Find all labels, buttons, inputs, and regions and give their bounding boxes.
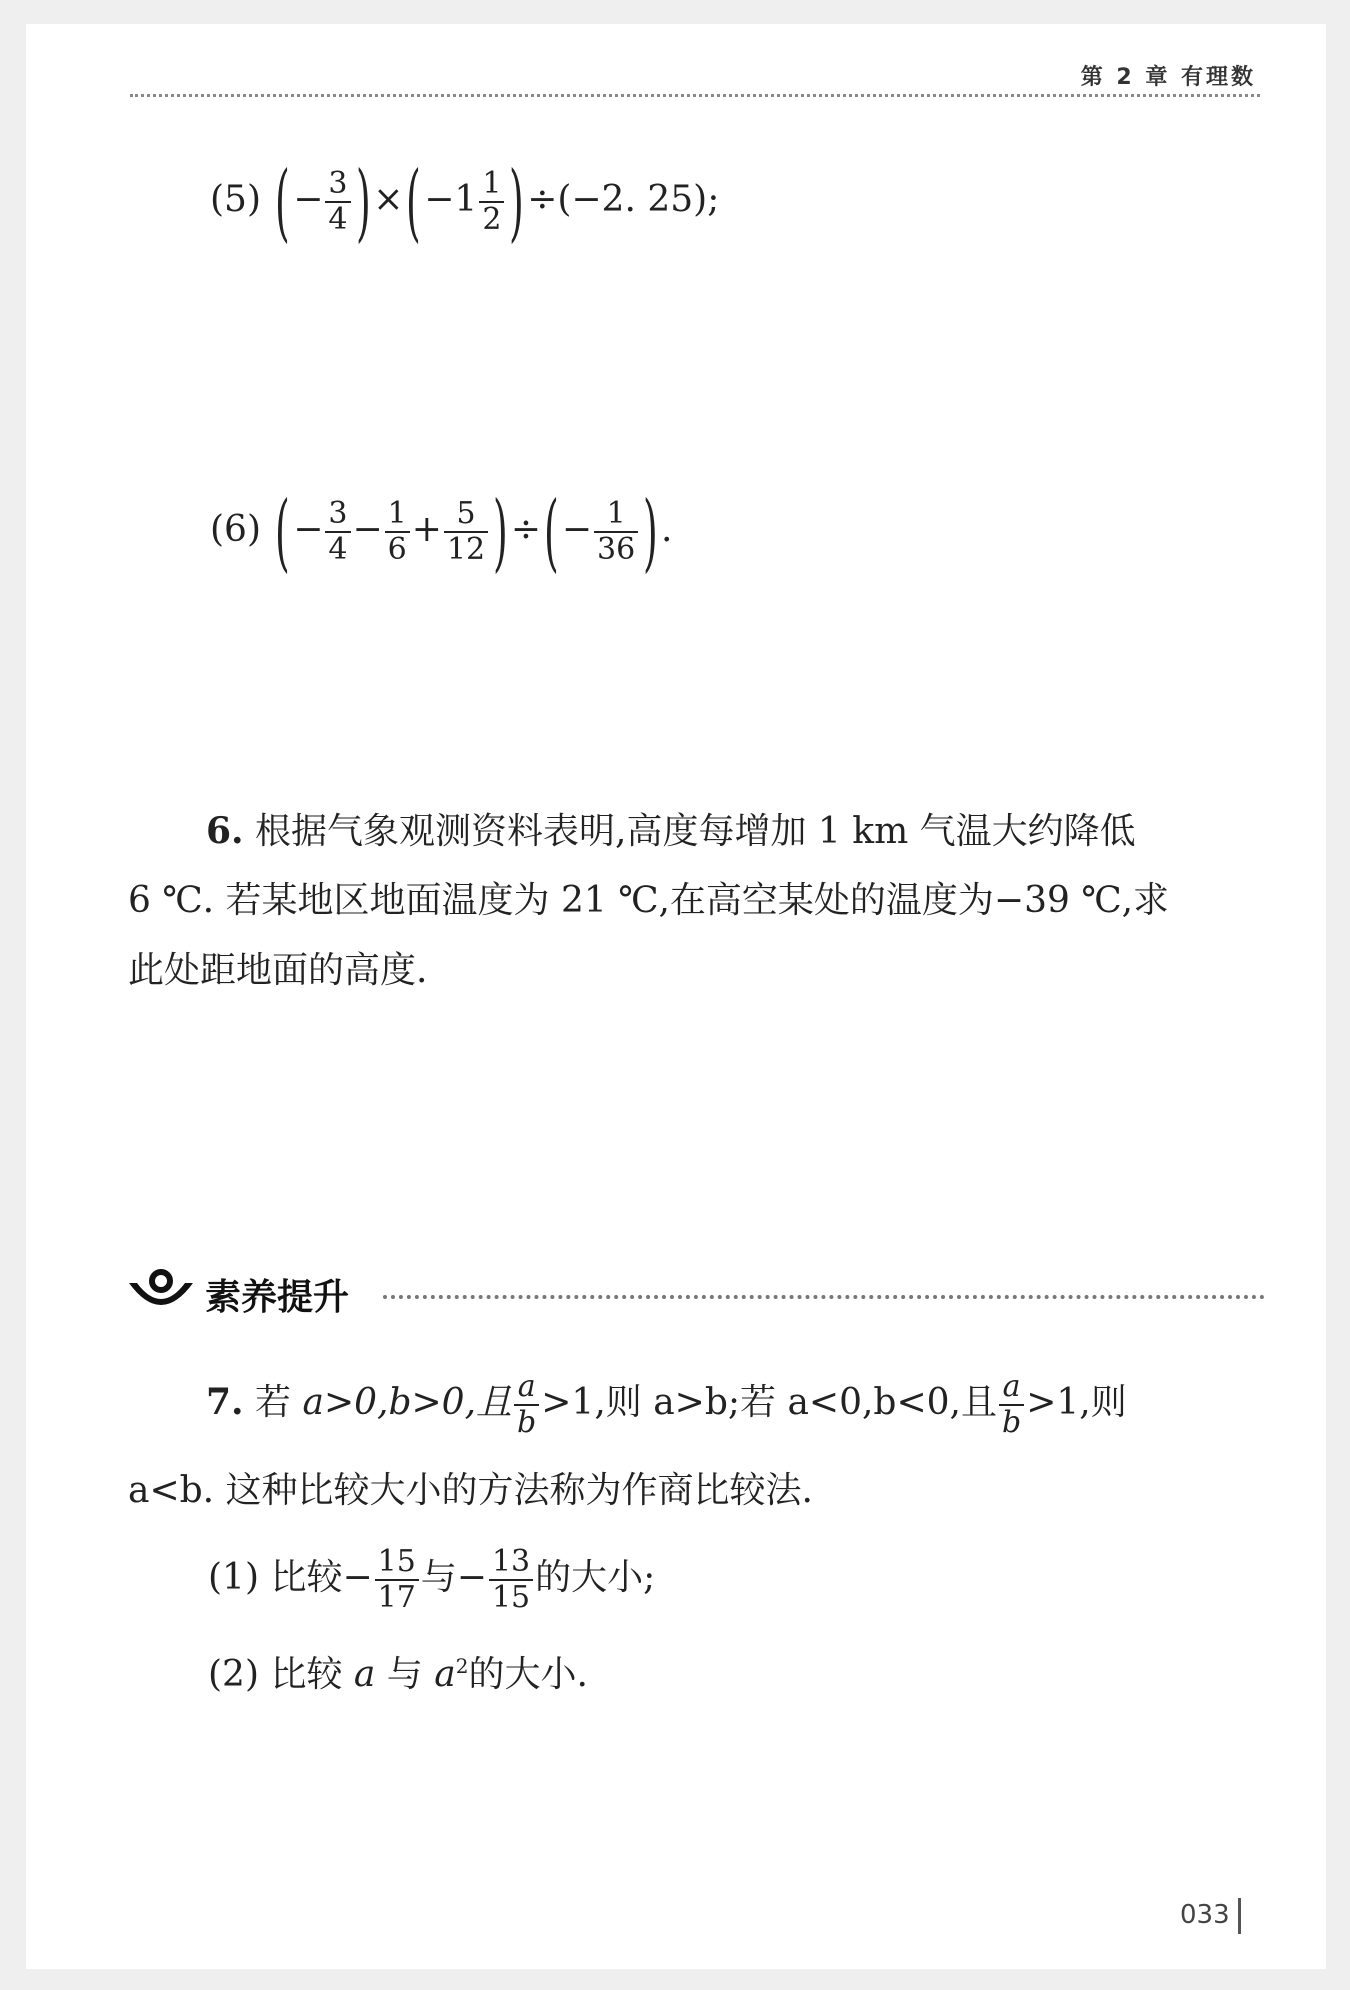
- fraction: $\frac{13}{15}$: [489, 1545, 533, 1615]
- page-number-bar: [1238, 1898, 1241, 1934]
- problem-number: 7.: [206, 1381, 244, 1423]
- fraction: $\frac{a}{b}$: [514, 1370, 539, 1440]
- q6-label: (6): [210, 509, 261, 550]
- question-6: (6) (− $\frac{3}{4}$ − $\frac{1}{6}$ + $\frac{5}{12}$ )÷(− $\frac{1}{36}$ ).: [210, 483, 673, 581]
- section-logo-icon: [125, 1265, 197, 1321]
- problem-7-sub-2: (2) 比较 a 与 $a^2$的大小.: [208, 1654, 588, 1695]
- problem-number: 6.: [206, 810, 244, 852]
- chapter-title: 第 2 章 有理数: [1080, 65, 1256, 90]
- fraction: $\frac{5}{12}$: [444, 497, 488, 567]
- running-header: [130, 60, 1260, 97]
- problem-6-line-2: 6 ℃. 若某地区地面温度为 21 ℃,在高空某处的温度为−39 ℃,求: [128, 880, 1170, 921]
- fraction: $\frac{1}{6}$: [385, 497, 410, 567]
- section-title: 素养提升: [205, 1277, 350, 1318]
- problem-7-line-2: a<b. 这种比较大小的方法称为作商比较法.: [128, 1470, 814, 1511]
- fraction: $\frac{3}{4}$: [325, 167, 350, 237]
- fraction: $\frac{1}{36}$: [594, 497, 638, 567]
- section-divider: [383, 1295, 1265, 1299]
- fraction: $\frac{3}{4}$: [325, 497, 350, 567]
- problem-6-line-1: 6. 根据气象观测资料表明,高度每增加 1 km 气温大约降低: [206, 810, 1136, 852]
- problem-7-line-1: 7. 若 a>0,b>0,且 $\frac{a}{b}$ >1,则 a>b;若 a<0,b<0,且 $\frac{a}{b}$ >1,则: [206, 1369, 1127, 1440]
- problem-6-line-3: 此处距地面的高度.: [128, 950, 428, 991]
- page-number: 033: [1180, 1900, 1230, 1930]
- question-5: (5) (− $\frac{3}{4}$ )×(−1 $\frac{1}{2}$ )÷(−2. 25);: [210, 153, 720, 251]
- fraction: $\frac{1}{2}$: [479, 167, 504, 237]
- problem-7-sub-1: (1) 比较− $\frac{15}{17}$ 与− $\frac{13}{15}$ 的大小;: [208, 1544, 656, 1615]
- fraction: $\frac{a}{b}$: [999, 1370, 1024, 1440]
- q5-label: (5): [210, 179, 261, 220]
- section-header: [125, 1265, 1265, 1321]
- fraction: $\frac{15}{17}$: [375, 1545, 419, 1615]
